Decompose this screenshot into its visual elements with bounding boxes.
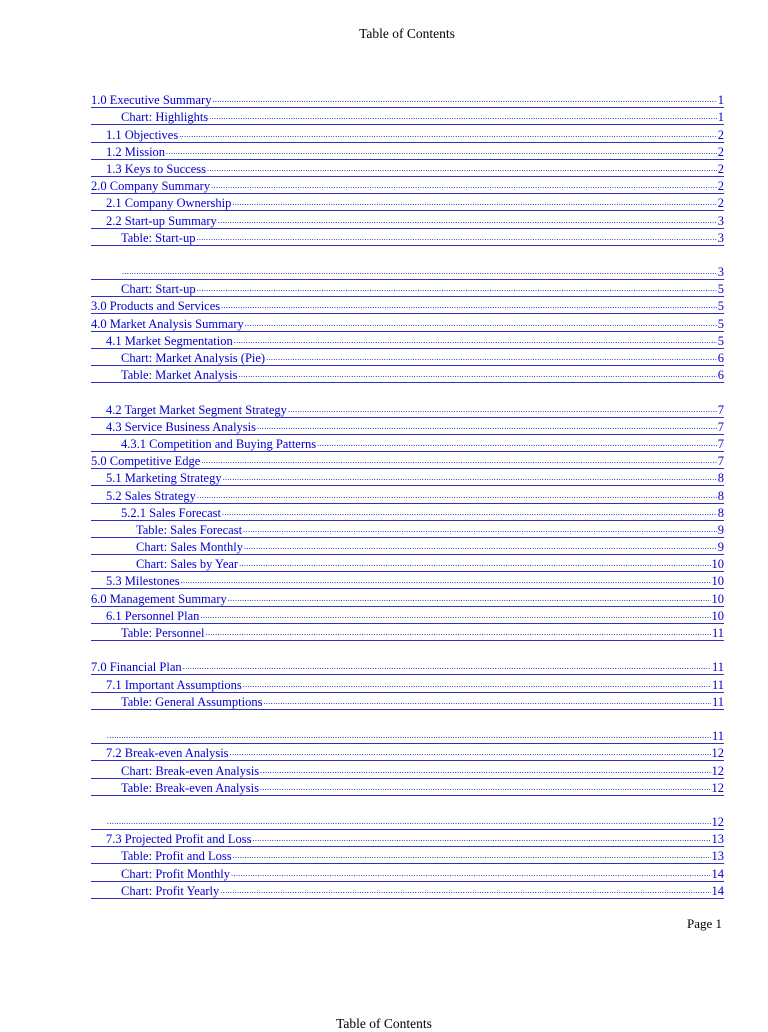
dot-leader (243, 523, 717, 537)
toc-entry[interactable] (91, 486, 724, 503)
dot-leader (234, 334, 717, 348)
toc-entry-page-number: 2 (717, 161, 724, 176)
toc-entry-page-number: 5 (717, 333, 724, 348)
dot-leader (207, 162, 717, 176)
toc-entry-page-number: 3 (717, 265, 724, 280)
dot-leader (238, 368, 716, 382)
toc-entry-page-number: 5 (717, 299, 724, 314)
toc-entry-page-number: 10 (711, 557, 724, 572)
toc-entry[interactable] (91, 211, 724, 228)
toc-entry[interactable] (91, 521, 724, 538)
toc-entry[interactable] (91, 882, 724, 899)
toc-entry-label: Chart: Profit Monthly (121, 866, 231, 881)
toc-entry-page-number: 11 (711, 677, 724, 692)
dot-leader (317, 437, 717, 451)
toc-entry[interactable] (91, 400, 724, 417)
toc-entry-page-number: 12 (711, 815, 724, 830)
toc-entry[interactable] (91, 469, 724, 486)
toc-entry-label: Table: Market Analysis (121, 368, 238, 383)
toc-entry-page-number: 8 (717, 488, 724, 503)
next-page-title: Table of Contents (336, 1016, 432, 1031)
toc-entry-page-number: 2 (717, 179, 724, 194)
toc-entry-page-number: 11 (711, 660, 724, 675)
toc-entry-page-number: 8 (717, 471, 724, 486)
toc-entry-label: Table: Start-up (121, 230, 196, 245)
dot-leader (260, 781, 711, 795)
toc-entry-label: 6.1 Personnel Plan (106, 608, 200, 623)
toc-spacer (91, 796, 724, 813)
toc-entry[interactable] (91, 143, 724, 160)
toc-entry-label: Table: General Assumptions (121, 694, 263, 709)
toc-entry-label: Chart: Market Analysis (Pie) (121, 351, 266, 365)
toc-entry[interactable] (91, 91, 724, 108)
toc-entry-page-number: 14 (711, 866, 724, 881)
toc-entry-page-number: 11 (711, 626, 724, 640)
toc-entry-label: 6.0 Management Summary (91, 591, 227, 606)
toc-entry[interactable] (91, 263, 724, 280)
toc-entry-page-number: 6 (717, 351, 724, 365)
toc-entry[interactable] (91, 675, 724, 692)
toc-spacer (91, 710, 724, 727)
dot-leader (200, 609, 710, 623)
dot-leader (223, 471, 717, 485)
toc-entry[interactable] (91, 779, 724, 796)
dot-leader (220, 884, 710, 898)
toc-entry-page-number: 9 (717, 522, 724, 537)
toc-entry[interactable] (91, 607, 724, 624)
dot-leader (212, 93, 716, 107)
toc-entry-label: 4.2 Target Market Segment Strategy (106, 402, 287, 417)
toc-entry-page-number: 11 (711, 729, 724, 744)
toc-entry-page-number: 8 (717, 505, 724, 520)
toc-entry-page-number: 7 (717, 402, 724, 417)
toc-entry-page-number: 1 (717, 93, 724, 108)
page-title: Table of Contents (359, 26, 455, 41)
toc-entry[interactable] (91, 125, 724, 142)
toc-entry-page-number: 10 (711, 608, 724, 623)
dot-leader (263, 695, 710, 709)
dot-leader (107, 729, 711, 743)
toc-entry[interactable] (91, 452, 724, 469)
dot-leader (231, 867, 710, 881)
toc-entry[interactable] (91, 280, 724, 297)
toc-entry-label: 4.1 Market Segmentation (106, 333, 233, 348)
dot-leader (221, 299, 717, 313)
toc-entry-label: Chart: Highlights (121, 110, 209, 125)
toc-entry[interactable] (91, 864, 724, 881)
toc-entry-page-number: 13 (711, 849, 724, 864)
toc-entry[interactable] (91, 332, 724, 349)
dot-leader (122, 265, 717, 279)
toc-entry-page-number: 14 (711, 883, 724, 898)
toc-entry-page-number: 3 (717, 230, 724, 245)
dot-leader (211, 179, 717, 193)
toc-entry[interactable] (91, 813, 724, 830)
toc-entry-label: Chart: Start-up (121, 282, 196, 297)
toc-entry-page-number: 1 (717, 110, 724, 125)
dot-leader (232, 196, 716, 210)
toc-entry[interactable] (91, 847, 724, 864)
toc-entry-label: Table: Sales Forecast (136, 522, 243, 537)
toc-entry-page-number: 5 (717, 316, 724, 331)
dot-leader (197, 282, 717, 296)
toc-entry-label: Chart: Profit Yearly (121, 883, 220, 898)
dot-leader (179, 128, 717, 142)
toc-entry[interactable] (91, 108, 724, 125)
toc-entry-label: 4.3.1 Competition and Buying Patterns (121, 436, 317, 451)
dot-leader (197, 489, 717, 503)
toc-entry-page-number: 7 (717, 419, 724, 434)
toc-entry-label: 1.2 Mission (106, 144, 166, 159)
toc-entry[interactable] (91, 229, 724, 246)
dot-leader (201, 454, 716, 468)
dot-leader (181, 574, 711, 588)
toc-entry-page-number: 10 (711, 591, 724, 606)
toc-entry[interactable] (91, 744, 724, 761)
toc-entry-page-number: 2 (717, 196, 724, 211)
toc-entry-label: Chart: Sales Monthly (136, 540, 243, 555)
dot-leader (233, 849, 711, 863)
toc-entry-label: Chart: Sales by Year (136, 557, 239, 572)
toc-entry-page-number: 12 (711, 763, 724, 778)
toc-entry-label: 1.1 Objectives (106, 127, 179, 142)
toc-entry-label: 7.0 Financial Plan (91, 660, 182, 675)
toc-entry-label: 7.3 Projected Profit and Loss (106, 832, 252, 847)
toc-entry-label: Table: Personnel (121, 626, 205, 640)
dot-leader (245, 317, 717, 331)
dot-leader (218, 214, 717, 228)
dot-leader (257, 420, 717, 434)
dot-leader (243, 678, 711, 692)
dot-leader (244, 540, 717, 554)
toc-entry[interactable] (91, 538, 724, 555)
toc-entry[interactable] (91, 761, 724, 778)
dot-leader (288, 403, 717, 417)
toc-entry[interactable] (91, 658, 724, 675)
toc-entry[interactable] (91, 589, 724, 606)
dot-leader (228, 592, 711, 606)
toc-entry[interactable] (91, 314, 724, 331)
dot-leader (222, 506, 717, 520)
toc-entry-page-number: 7 (717, 454, 724, 469)
toc-entry-page-number: 13 (711, 832, 724, 847)
toc-entry-label: 2.0 Company Summary (91, 179, 211, 194)
toc-entry[interactable] (91, 572, 724, 589)
dot-leader (183, 660, 711, 674)
toc-entry[interactable] (91, 194, 724, 211)
toc-entry-label: 5.2 Sales Strategy (106, 488, 196, 503)
toc-entry[interactable] (91, 366, 724, 383)
toc-entry-label: 5.2.1 Sales Forecast (121, 505, 221, 520)
toc-spacer (91, 246, 724, 263)
toc-entry[interactable] (91, 160, 724, 177)
toc-entry-page-number: 5 (717, 282, 724, 297)
toc-entry-label: 2.1 Company Ownership (106, 196, 232, 211)
dot-leader (209, 110, 717, 124)
toc-entry-label: 1.0 Executive Summary (91, 93, 212, 108)
toc-entry[interactable] (91, 435, 724, 452)
dot-leader (166, 145, 717, 159)
dot-leader (260, 764, 710, 778)
toc-entry-page-number: 10 (711, 574, 724, 589)
toc-entry[interactable] (91, 418, 724, 435)
dot-leader (266, 351, 717, 365)
page-number: Page 1 (686, 916, 722, 931)
toc-entry[interactable] (91, 693, 724, 710)
toc-entry[interactable] (91, 727, 724, 744)
dot-leader (196, 231, 716, 245)
toc-entry-label: 2.2 Start-up Summary (106, 213, 217, 228)
toc-spacer (91, 383, 724, 400)
toc-entry[interactable] (91, 555, 724, 572)
toc-entry-label: Chart: Break-even Analysis (121, 763, 260, 778)
toc-entry-label: 5.1 Marketing Strategy (106, 471, 222, 486)
toc-entry[interactable] (91, 624, 724, 641)
toc-entry[interactable] (91, 349, 724, 366)
dot-leader (230, 746, 711, 760)
toc-entry-label: 4.3 Service Business Analysis (106, 419, 256, 434)
toc-entry-page-number: 12 (711, 746, 724, 761)
toc-entry-label: 7.2 Break-even Analysis (106, 746, 229, 761)
toc-entry-page-number: 11 (711, 694, 724, 709)
toc-entry[interactable] (91, 830, 724, 847)
toc-entry-page-number: 7 (717, 436, 724, 451)
toc-entry[interactable] (91, 504, 724, 521)
toc-entry-page-number: 9 (717, 540, 724, 555)
toc-entry-label: 1.3 Keys to Success (106, 161, 206, 176)
dot-leader (239, 557, 710, 571)
toc-entry-page-number: 2 (717, 144, 724, 159)
toc-entry-page-number: 3 (717, 213, 724, 228)
dot-leader (205, 626, 710, 640)
toc-entry-page-number: 2 (717, 127, 724, 142)
toc-entry-label: 4.0 Market Analysis Summary (91, 316, 244, 331)
table-of-contents (91, 91, 724, 899)
dot-leader (252, 832, 710, 846)
toc-entry-label: 7.1 Important Assumptions (106, 677, 242, 692)
toc-spacer (91, 641, 724, 658)
toc-entry-label: Table: Profit and Loss (121, 849, 232, 864)
toc-entry-label: Table: Break-even Analysis (121, 780, 259, 795)
toc-entry[interactable] (91, 297, 724, 314)
toc-entry-page-number: 12 (711, 780, 724, 795)
toc-entry-label: 5.3 Milestones (106, 574, 180, 589)
toc-entry-page-number: 6 (717, 368, 724, 383)
dot-leader (107, 815, 711, 829)
toc-entry-label: 5.0 Competitive Edge (91, 454, 201, 469)
toc-entry[interactable] (91, 177, 724, 194)
toc-entry-label: 3.0 Products and Services (91, 299, 221, 314)
